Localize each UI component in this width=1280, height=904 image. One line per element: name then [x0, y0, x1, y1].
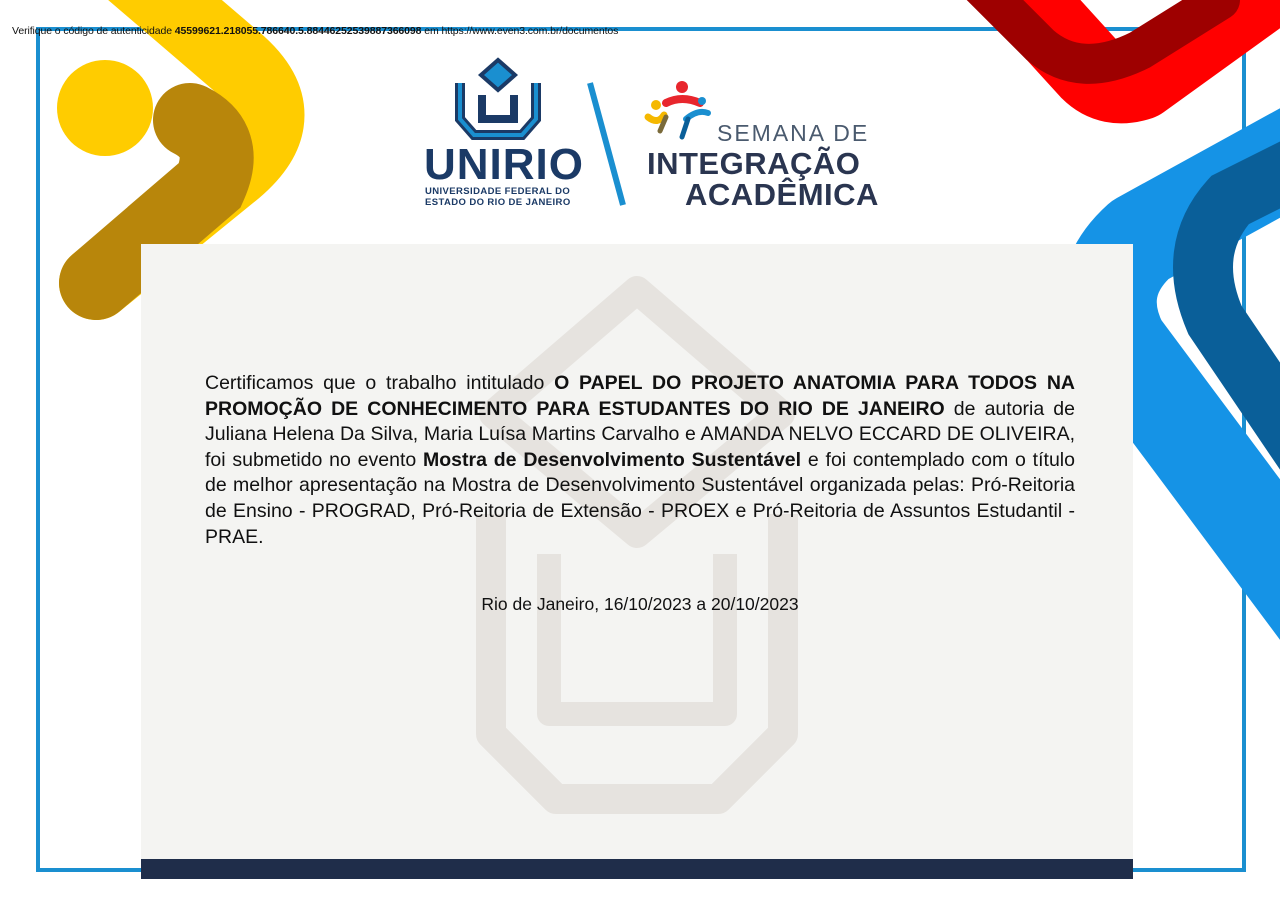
event-logo-line1: SEMANA DE — [717, 120, 870, 146]
authenticity-middle: em — [424, 25, 439, 37]
event-name: Mostra de Desenvolvimento Sustentável — [423, 448, 802, 471]
certificate-closing: e foi contemplado com o título de melhor apresentação na Mostra de Desenvolvimento Sustentável organizada pelas: Pró-Reitoria de Ensino - PROGRAD, Pró-Reitoria de Extensão - PROEX e Pró-Reitoria de Assuntos Estudantil - PRAE. — [205, 448, 1075, 548]
header-logos — [420, 55, 890, 215]
unirio-subtitle-line1: UNIVERSIDADE FEDERAL DO — [425, 186, 571, 197]
work-title: O PAPEL DO PROJETO ANATOMIA PARA TODOS NA PROMOÇÃO DE CONHECIMENTO PARA ESTUDANTES DO RIO DE JANEIRO — [205, 372, 1075, 420]
authenticity-code: 45599621.218055.786640.5.88446252539887366098 — [174, 25, 422, 37]
people-figures-icon — [648, 81, 708, 137]
unirio-subtitle — [425, 186, 571, 208]
unirio-wordmark: UNIRIO — [424, 140, 584, 189]
unirio-watermark-icon — [141, 244, 1133, 859]
unirio-emblem-icon — [460, 60, 536, 135]
authenticity-notice — [12, 25, 618, 37]
certificate-authors: de autoria de Juliana Helena Da Silva, Maria Luísa Martins Carvalho e AMANDA NELVO ECCARD DE OLIVEIRA, foi submetido no evento — [205, 397, 1075, 471]
logo-divider — [590, 83, 623, 205]
event-logo-line3: ACADÊMICA — [685, 177, 879, 212]
authenticity-prefix: Verifique o código de autenticidade — [12, 25, 172, 37]
yellow-circle-decoration — [57, 60, 153, 156]
event-logo-line2: INTEGRAÇÃO — [647, 146, 861, 181]
unirio-subtitle-line2: ESTADO DO RIO DE JANEIRO — [425, 197, 571, 208]
certificate-body — [205, 371, 1075, 550]
place-and-date: Rio de Janeiro, 16/10/2023 a 20/10/2023 — [481, 594, 799, 614]
certificate-intro: Certificamos que o trabalho intitulado — [205, 372, 555, 394]
authenticity-url[interactable]: https://www.even3.com.br/documentos — [441, 25, 619, 37]
footer-bar — [141, 859, 1133, 879]
